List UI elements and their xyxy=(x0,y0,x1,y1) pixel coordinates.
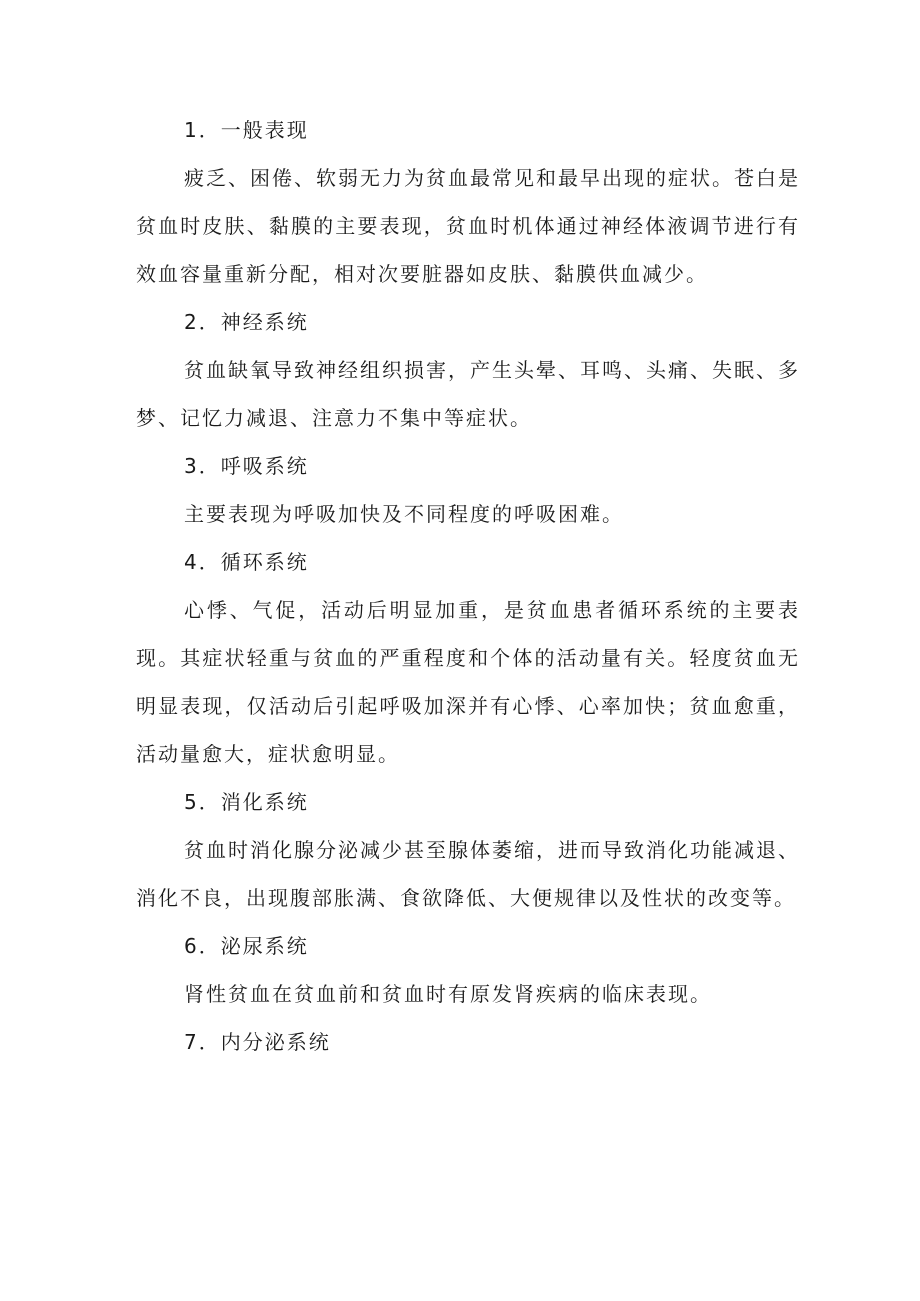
section-heading-urinary-system: 6．泌尿系统 xyxy=(184,934,309,958)
section-body-digestive-system: 贫血时消化腺分泌减少甚至腺体萎缩，进而导致消化功能减退、消化不良，出现腹部胀满、食欲降低、大便规律以及性状的改变等。 xyxy=(136,838,800,910)
section-body-circulatory-system: 心悸、气促，活动后明显加重，是贫血患者循环系统的主要表现。其症状轻重与贫血的严重程度和个体的活动量有关。轻度贫血无明显表现，仅活动后引起呼吸加深并有心悸、心率加快；贫血愈重，活动量愈大，症状愈明显。 xyxy=(136,598,800,766)
section-body-nervous-system: 贫血缺氧导致神经组织损害，产生头晕、耳鸣、头痛、失眠、多梦、记忆力减退、注意力不集中等症状。 xyxy=(136,358,800,430)
document-content xyxy=(136,106,800,1066)
section-body-general: 疲乏、困倦、软弱无力为贫血最常见和最早出现的症状。苍白是贫血时皮肤、黏膜的主要表现，贫血时机体通过神经体液调节进行有效血容量重新分配，相对次要脏器如皮肤、黏膜供血减少。 xyxy=(136,166,800,286)
section-heading-respiratory-system: 3．呼吸系统 xyxy=(184,454,309,478)
section-heading-nervous-system: 2．神经系统 xyxy=(184,310,309,334)
section-heading-circulatory-system: 4．循环系统 xyxy=(184,550,309,574)
section-heading-digestive-system: 5．消化系统 xyxy=(184,790,309,814)
section-body-urinary-system: 肾性贫血在贫血前和贫血时有原发肾疾病的临床表现。 xyxy=(184,982,712,1006)
section-heading-endocrine-system: 7．内分泌系统 xyxy=(184,1030,331,1054)
section-heading-general: 1．一般表现 xyxy=(184,118,309,142)
section-body-respiratory-system: 主要表现为呼吸加快及不同程度的呼吸困难。 xyxy=(184,502,624,526)
